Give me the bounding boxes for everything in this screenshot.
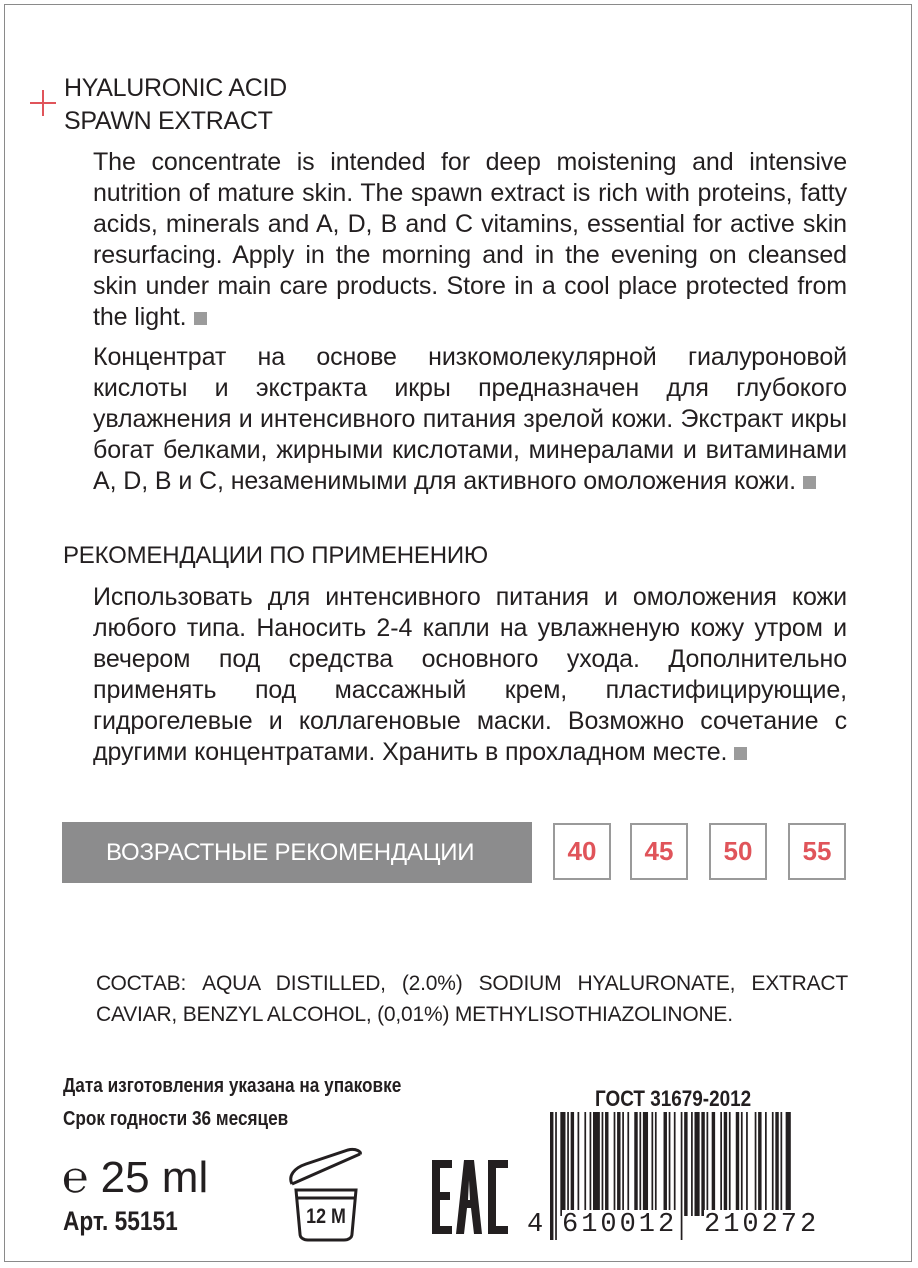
barcode-bar xyxy=(643,1112,648,1216)
age-box-50: 50 xyxy=(709,823,767,880)
age-box-40: 40 xyxy=(553,823,611,880)
plus-icon xyxy=(30,90,56,116)
barcode-bar xyxy=(605,1112,608,1216)
age-box-55: 55 xyxy=(788,823,846,880)
barcode-bar xyxy=(772,1112,774,1216)
usage-title: РЕКОМЕНДАЦИИ ПО ПРИМЕНЕНИЮ xyxy=(63,542,488,569)
article-number: Арт. 55151 xyxy=(63,1206,178,1236)
barcode-bar xyxy=(634,1112,637,1216)
usage-text-block xyxy=(93,582,847,768)
barcode-bar xyxy=(571,1112,574,1216)
pao-label: 12 M xyxy=(306,1205,346,1228)
volume xyxy=(62,1148,208,1208)
composition-label: СОСТАВ: xyxy=(96,972,187,995)
barcode-bar xyxy=(655,1112,657,1216)
barcode-bar xyxy=(664,1112,667,1216)
estimated-sign-icon: ℮ xyxy=(62,1153,89,1202)
description-english-text: The concentrate is intended for deep moistening and intensive nutrition of mature skin. The spawn extract is rich with proteins, fatty acids, minerals and A, D, B and C vitamins, essential for active skin resurfacing. Apply in the morning and in the evening on cleansed skin under main care products. Store in a cool place protected from the light. xyxy=(93,148,847,331)
barcode-bar xyxy=(622,1112,624,1216)
barcode-bar xyxy=(741,1112,743,1216)
barcode-bar xyxy=(691,1112,693,1216)
barcode-bar xyxy=(617,1112,620,1216)
eac-mark-icon xyxy=(430,1158,510,1236)
barcode-bar xyxy=(602,1112,604,1216)
barcode-bar xyxy=(550,1112,553,1240)
barcode-bar xyxy=(639,1112,641,1216)
barcode-bar xyxy=(707,1112,709,1216)
barcode-group-1: 610012 xyxy=(562,1210,678,1240)
end-square-icon xyxy=(803,476,816,489)
volume-value: 25 ml xyxy=(100,1153,209,1202)
barcode-bar xyxy=(567,1112,569,1216)
title-line-2: SPAWN EXTRACT xyxy=(64,107,273,135)
barcode-bar xyxy=(746,1112,748,1216)
barcode-first-digit: 4 xyxy=(527,1210,544,1240)
barcode-bar xyxy=(560,1112,565,1216)
description-russian-text: Концентрат на основе низкомолекулярной гиалуроновой кислоты и экстракта икры предназначен для глубокого увлажнения и интенсивного питания зрелой кожи. Экстракт икры богат белками, жирными кислотами, минералами и витаминами A, D, B и C, незаменимыми для активного омоложения кожи. xyxy=(93,343,847,495)
barcode-bar xyxy=(736,1112,739,1216)
barcode-bar xyxy=(651,1112,653,1216)
barcode-bar xyxy=(724,1112,727,1216)
barcode-bar xyxy=(584,1112,586,1216)
age-box-45: 45 xyxy=(630,823,688,880)
age-recommendations-label: ВОЗРАСТНЫЕ РЕКОМЕНДАЦИИ xyxy=(62,822,532,883)
product-title xyxy=(64,72,287,138)
barcode-bar xyxy=(712,1112,715,1216)
barcode-group-2: 210272 xyxy=(704,1210,820,1240)
barcode-bar xyxy=(694,1112,699,1216)
barcode-bar xyxy=(593,1112,600,1216)
barcode-bar xyxy=(729,1112,731,1216)
barcode-bar xyxy=(555,1112,557,1240)
barcode-bar xyxy=(669,1112,671,1216)
description-russian xyxy=(93,342,847,497)
barcode-bar xyxy=(720,1112,722,1216)
barcode-bar xyxy=(780,1112,782,1216)
composition xyxy=(96,968,848,1030)
barcode-bar xyxy=(755,1112,757,1216)
composition-text: AQUA DISTILLED, (2.0%) SODIUM HYALURONATE, EXTRACT CAVIAR, BENZYL ALCOHOL, (0,01%) METHYLISOTHIAZOLINONE. xyxy=(96,972,848,1026)
barcode-bar xyxy=(775,1112,778,1216)
barcode-bar xyxy=(684,1112,687,1216)
barcode-bar xyxy=(627,1112,629,1216)
barcode-bar xyxy=(614,1112,616,1216)
barcode-bar xyxy=(758,1112,761,1216)
title-line-1: HYALURONIC ACID xyxy=(64,74,287,102)
description-english xyxy=(93,147,847,333)
usage-text: Использовать для интенсивного питания и омоложения кожи любого типа. Наносить 2-4 капли на увлажненую кожу утром и вечером под средства основного ухода. Дополнительно применять под массажный крем, пластифицирующие, гидрогелевые и коллагеновые маски. Возможно сочетание с другими концентратами. Хранить в прохладном месте. xyxy=(93,583,847,766)
barcode-bar xyxy=(765,1112,767,1216)
manufacture-date-note: Дата изготовления указана на упаковке xyxy=(63,1075,402,1097)
barcode-bar xyxy=(578,1112,580,1216)
end-square-icon xyxy=(194,312,207,325)
barcode-bar xyxy=(701,1112,704,1216)
shelf-life: Срок годности 36 месяцев xyxy=(63,1108,289,1130)
barcode-bar xyxy=(681,1112,683,1240)
gost-standard: ГОСТ 31679-2012 xyxy=(595,1086,752,1111)
barcode-bar xyxy=(590,1112,592,1216)
end-square-icon xyxy=(734,747,747,760)
